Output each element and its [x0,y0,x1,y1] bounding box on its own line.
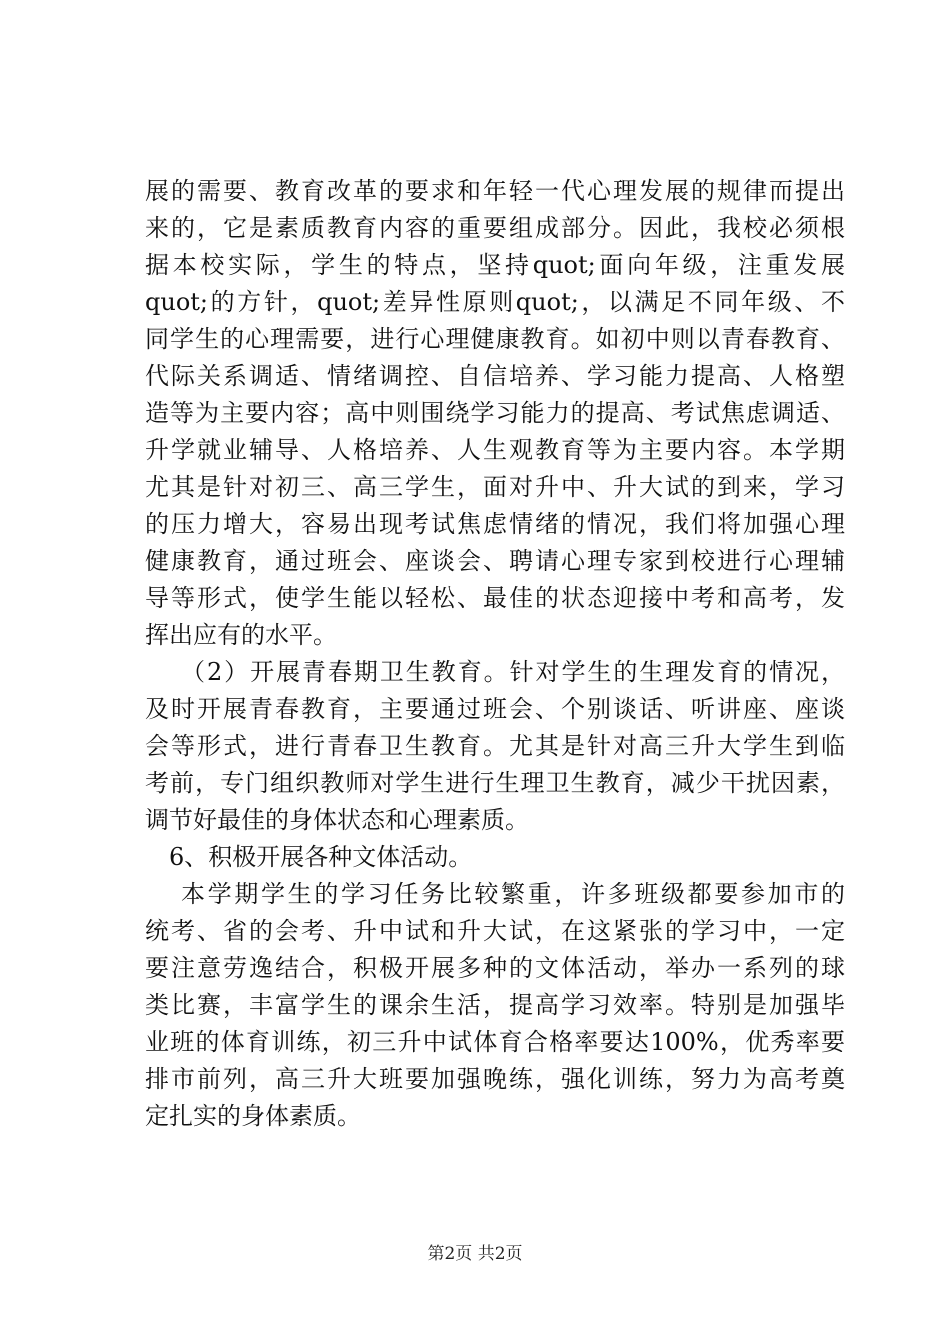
section-heading: 6、积极开展各种文体活动。 [169,843,473,871]
text-line: 类比赛，丰富学生的课余生活，提高学习效率。特别是加强毕 [145,991,845,1019]
text-line: 会等形式，进行青春卫生教育。尤其是针对高三升大学生到临 [145,732,845,760]
text-line: 来的，它是素质教育内容的重要组成部分。因此，我校必须根 [145,214,845,242]
text-line: 调节好最佳的身体状态和心理素质。 [145,806,529,834]
text-line: 统考、省的会考、升中试和升大试，在这紧张的学习中，一定 [145,917,845,945]
text-line: 导等形式，使学生能以轻松、最佳的状态迎接中考和高考，发 [145,584,845,612]
text-line: 展的需要、教育改革的要求和年轻一代心理发展的规律而提出 [145,177,845,205]
text-line: 健康教育，通过班会、座谈会、聘请心理专家到校进行心理辅 [145,547,845,575]
paragraph-start-line: 本学期学生的学习任务比较繁重，许多班级都要参加市的 [181,880,845,908]
text-line: 及时开展青春教育，主要通过班会、个别谈话、听讲座、座谈 [145,695,845,723]
text-line: 定扎实的身体素质。 [145,1102,361,1130]
text-line: 排市前列，高三升大班要加强晚练，强化训练，努力为高考奠 [145,1065,845,1093]
text-line: 据本校实际，学生的特点，坚持quot;面向年级，注重发展 [145,251,845,279]
text-line: 造等为主要内容；高中则围绕学习能力的提高、考试焦虑调适、 [145,399,845,427]
text-line: quot;的方针，quot;差异性原则quot;，以满足不同年级、不 [145,288,845,316]
page-number: 第2页 共2页 [427,1244,523,1264]
text-line: 考前，专门组织教师对学生进行生理卫生教育，减少干扰因素， [145,769,845,797]
text-line: 的压力增大，容易出现考试焦虑情绪的情况，我们将加强心理 [145,510,845,538]
document-body [145,173,845,1135]
text-line: 代际关系调适、情绪调控、自信培养、学习能力提高、人格塑 [145,362,845,390]
text-line: 尤其是针对初三、高三学生，面对升中、升大试的到来，学习 [145,473,845,501]
text-line: 业班的体育训练，初三升中试体育合格率要达100%，优秀率要 [145,1028,845,1056]
paragraph-start-line: （2）开展青春期卫生教育。针对学生的生理发育的情况， [181,658,845,686]
text-line: 要注意劳逸结合，积极开展多种的文体活动，举办一系列的球 [145,954,845,982]
text-line: 同学生的心理需要，进行心理健康教育。如初中则以青春教育、 [145,325,845,353]
text-line: 升学就业辅导、人格培养、人生观教育等为主要内容。本学期 [145,436,845,464]
text-line: 挥出应有的水平。 [145,621,337,649]
